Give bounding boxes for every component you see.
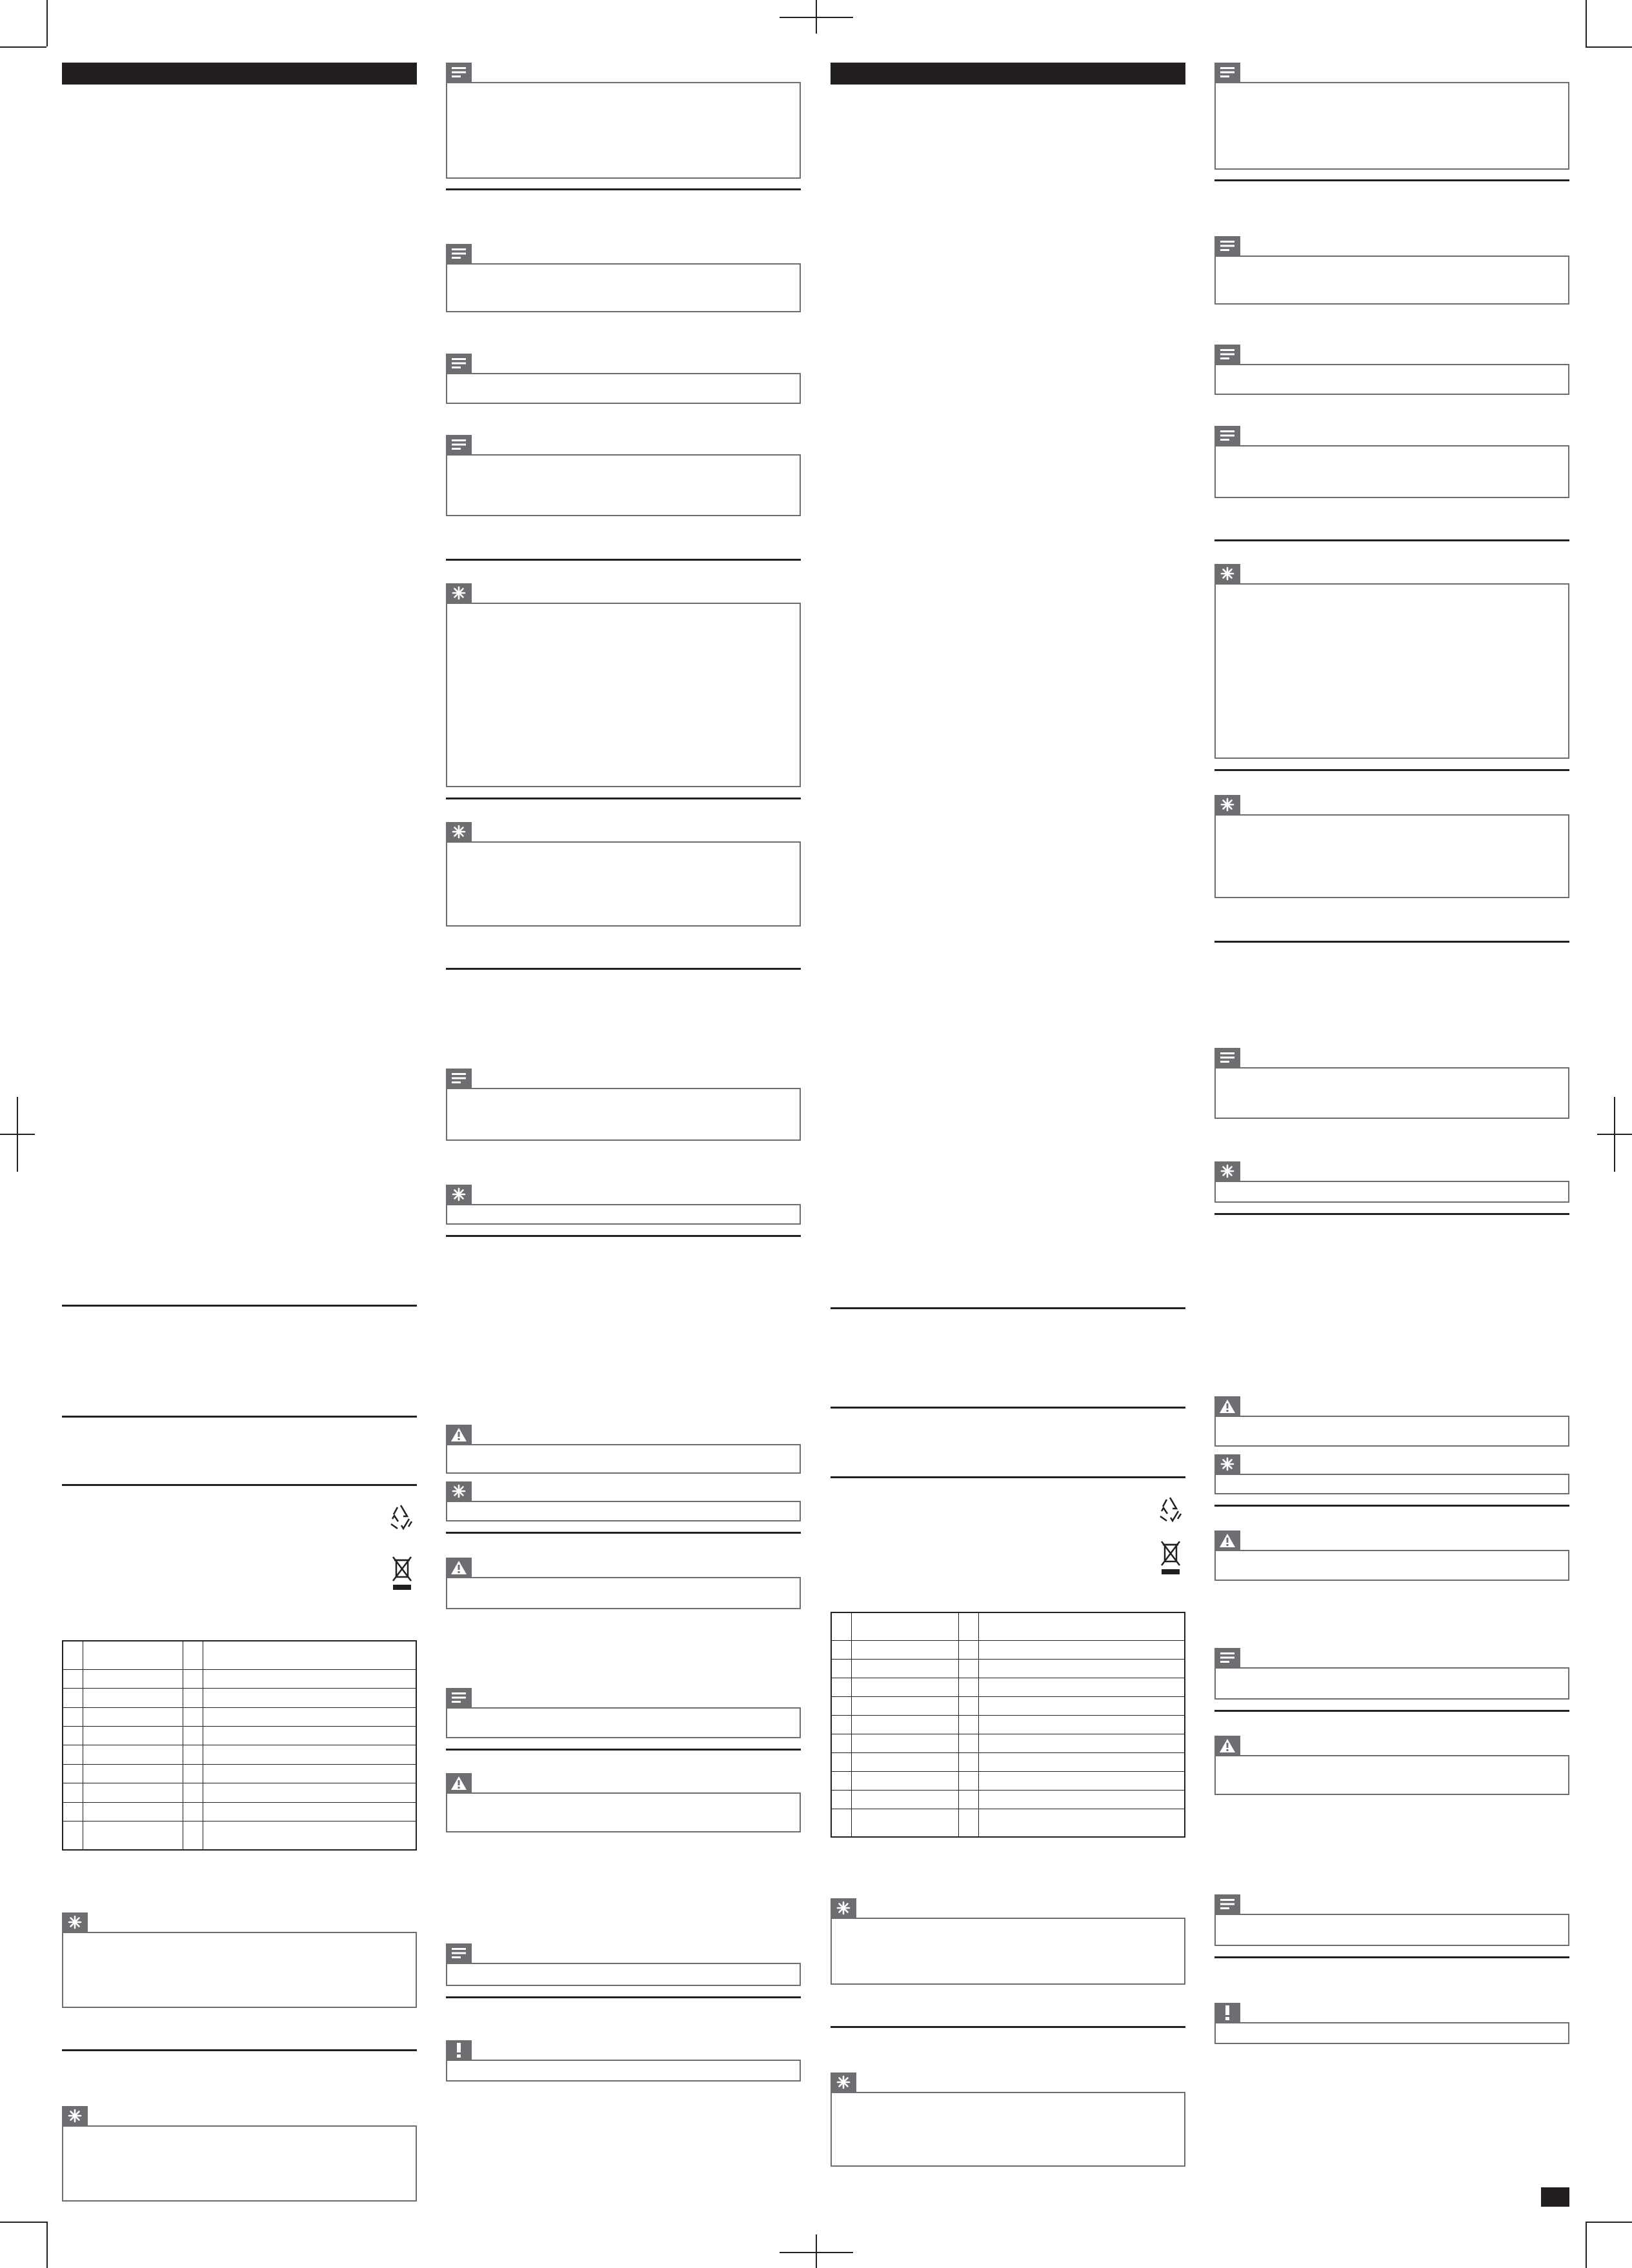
note-box (446, 1088, 801, 1141)
tip-box (1214, 1474, 1569, 1494)
table-cell (958, 1716, 978, 1734)
caution-exclamation-icon (446, 2040, 472, 2060)
tip-asterisk-icon (446, 583, 472, 603)
table-cell (851, 1734, 958, 1753)
tip-box (62, 1932, 417, 2008)
recycle-icon (1155, 1494, 1185, 1524)
table-cell (183, 1764, 203, 1783)
section-divider (1214, 179, 1569, 181)
note-lines-icon (1214, 1048, 1240, 1067)
table-cell (851, 1678, 958, 1697)
note-box (446, 263, 801, 312)
table-row (63, 1669, 416, 1688)
tip-box (446, 1501, 801, 1521)
table-row (831, 1660, 1185, 1678)
table-row (831, 1697, 1185, 1716)
table-cell (958, 1772, 978, 1791)
recycle-icon (386, 1502, 416, 1532)
table-cell (978, 1791, 1185, 1809)
note-lines-icon (446, 63, 472, 82)
registration-mark (780, 2252, 853, 2253)
section-divider (446, 188, 801, 190)
table-cell (958, 1660, 978, 1678)
table-cell (203, 1802, 416, 1821)
warning-triangle-icon (1214, 1530, 1240, 1550)
tip-asterisk-icon (1214, 1454, 1240, 1474)
warning-box (446, 1792, 801, 1832)
table-row (63, 1745, 416, 1764)
table-cell (83, 1689, 183, 1707)
section-divider (1214, 941, 1569, 943)
note-lines-icon (446, 1943, 472, 1963)
section-divider (62, 1305, 417, 1307)
section-divider (62, 1484, 417, 1486)
tip-asterisk-icon (831, 1898, 856, 1918)
table-row (63, 1707, 416, 1726)
note-lines-icon (1214, 426, 1240, 445)
table-cell (183, 1821, 203, 1850)
table-cell (83, 1641, 183, 1669)
table-cell (958, 1678, 978, 1697)
table-cell (203, 1745, 416, 1764)
table-cell (978, 1697, 1185, 1716)
tip-asterisk-icon (831, 2072, 856, 2092)
warning-box (446, 1577, 801, 1609)
note-lines-icon (446, 244, 472, 263)
warning-box (1214, 1755, 1569, 1795)
table-cell (203, 1641, 416, 1669)
table-cell (63, 1783, 83, 1802)
section-divider (1214, 539, 1569, 541)
tip-asterisk-icon (446, 1185, 472, 1204)
crossed-out-bin-icon (1160, 1540, 1182, 1576)
section-divider (1214, 1956, 1569, 1958)
table-cell (978, 1809, 1185, 1838)
table-row (831, 1772, 1185, 1791)
section-divider (831, 1407, 1185, 1409)
table-row (831, 1734, 1185, 1753)
warning-box (446, 1444, 801, 1474)
section-header-bar (62, 63, 417, 85)
table-cell (203, 1707, 416, 1726)
crop-mark (46, 2222, 48, 2268)
crop-mark (1586, 46, 1632, 48)
note-box (1214, 445, 1569, 498)
table-cell (978, 1678, 1185, 1697)
table-cell (958, 1612, 978, 1641)
tip-box (831, 1918, 1185, 1985)
tip-asterisk-icon (1214, 795, 1240, 814)
section-divider (446, 1749, 801, 1751)
note-lines-icon (1214, 1648, 1240, 1667)
section-divider (831, 1476, 1185, 1478)
note-lines-icon (446, 354, 472, 373)
table-cell (978, 1641, 1185, 1660)
note-box (446, 82, 801, 179)
table-cell (83, 1764, 183, 1783)
table-cell (183, 1783, 203, 1802)
table-row (63, 1727, 416, 1745)
section-divider (831, 2026, 1185, 2028)
table-row (63, 1641, 416, 1669)
note-lines-icon (446, 435, 472, 454)
note-lines-icon (1214, 345, 1240, 364)
table-cell (183, 1669, 203, 1688)
section-divider (1214, 1710, 1569, 1712)
note-box (1214, 256, 1569, 305)
section-divider (446, 559, 801, 561)
table-cell (851, 1753, 958, 1772)
table-cell (63, 1641, 83, 1669)
table-cell (851, 1716, 958, 1734)
crop-mark (0, 46, 46, 48)
tip-box (831, 2092, 1185, 2167)
table-cell (831, 1753, 851, 1772)
table-cell (63, 1727, 83, 1745)
warning-box (1214, 1416, 1569, 1447)
tip-asterisk-icon (1214, 1161, 1240, 1181)
note-lines-icon (1214, 1894, 1240, 1914)
crop-mark (0, 2222, 46, 2223)
warning-triangle-icon (1214, 1736, 1240, 1755)
note-lines-icon (1214, 63, 1240, 82)
section-header-bar (831, 63, 1185, 85)
section-divider (62, 2049, 417, 2051)
section-divider (446, 1235, 801, 1237)
caution-exclamation-icon (1214, 2003, 1240, 2022)
table-cell (63, 1669, 83, 1688)
note-box (446, 1963, 801, 1986)
table-cell (63, 1707, 83, 1726)
table-cell (63, 1802, 83, 1821)
table-cell (203, 1821, 416, 1850)
warning-box (1214, 1550, 1569, 1581)
registration-mark (816, 2234, 817, 2268)
tip-box (446, 841, 801, 927)
table-cell (851, 1809, 958, 1838)
table-cell (851, 1772, 958, 1791)
table-cell (63, 1821, 83, 1850)
table-row (63, 1821, 416, 1850)
table-cell (958, 1791, 978, 1809)
table-cell (83, 1745, 183, 1764)
table-cell (831, 1678, 851, 1697)
table-row (831, 1716, 1185, 1734)
tip-box (446, 1204, 801, 1225)
table-cell (183, 1689, 203, 1707)
crossed-out-bin-icon (391, 1555, 413, 1591)
table-cell (183, 1802, 203, 1821)
table-cell (958, 1697, 978, 1716)
table-cell (978, 1753, 1185, 1772)
table-row (63, 1764, 416, 1783)
table-cell (831, 1791, 851, 1809)
table-cell (63, 1745, 83, 1764)
crop-mark (1586, 0, 1587, 46)
note-box (1214, 1914, 1569, 1946)
table-row (831, 1678, 1185, 1697)
tip-asterisk-icon (62, 2106, 88, 2125)
page-number (1541, 2187, 1569, 2207)
table-cell (958, 1753, 978, 1772)
table-cell (831, 1809, 851, 1838)
tip-box (1214, 814, 1569, 898)
crop-mark (46, 0, 48, 46)
table-cell (831, 1612, 851, 1641)
crop-mark (1586, 2222, 1632, 2223)
table-cell (83, 1707, 183, 1726)
table-cell (958, 1734, 978, 1753)
table-cell (203, 1689, 416, 1707)
table-cell (831, 1734, 851, 1753)
note-box (446, 1707, 801, 1738)
crop-mark (1586, 2222, 1587, 2268)
registration-mark (0, 1134, 35, 1135)
section-divider (1214, 1505, 1569, 1507)
table-cell (851, 1641, 958, 1660)
tip-box (446, 603, 801, 787)
table-cell (831, 1716, 851, 1734)
tip-asterisk-icon (446, 822, 472, 841)
note-box (1214, 82, 1569, 170)
tip-box (1214, 1181, 1569, 1203)
section-divider (446, 1532, 801, 1534)
table-cell (978, 1660, 1185, 1678)
table-row (63, 1802, 416, 1821)
warning-triangle-icon (446, 1773, 472, 1792)
tip-asterisk-icon (446, 1481, 472, 1501)
table-row (63, 1689, 416, 1707)
spec-table (62, 1640, 417, 1851)
table-cell (83, 1821, 183, 1850)
note-lines-icon (446, 1069, 472, 1088)
section-divider (831, 1307, 1185, 1309)
table-cell (83, 1802, 183, 1821)
table-cell (958, 1809, 978, 1838)
table-cell (978, 1716, 1185, 1734)
note-box (1214, 364, 1569, 395)
tip-asterisk-icon (1214, 564, 1240, 583)
tip-asterisk-icon (62, 1912, 88, 1932)
table-cell (851, 1791, 958, 1809)
table-cell (203, 1783, 416, 1802)
note-lines-icon (1214, 236, 1240, 256)
table-cell (978, 1734, 1185, 1753)
table-cell (83, 1669, 183, 1688)
table-row (63, 1783, 416, 1802)
warning-triangle-icon (446, 1425, 472, 1444)
note-lines-icon (446, 1688, 472, 1707)
tip-box (1214, 583, 1569, 759)
table-cell (203, 1669, 416, 1688)
note-box (446, 454, 801, 516)
spec-table (831, 1612, 1185, 1838)
table-cell (183, 1727, 203, 1745)
section-divider (1214, 1213, 1569, 1215)
table-cell (63, 1764, 83, 1783)
table-cell (831, 1641, 851, 1660)
table-cell (851, 1612, 958, 1641)
table-row (831, 1641, 1185, 1660)
tip-box (62, 2125, 417, 2202)
table-row (831, 1809, 1185, 1838)
table-cell (63, 1689, 83, 1707)
table-cell (831, 1772, 851, 1791)
section-divider (446, 1996, 801, 1998)
table-row (831, 1753, 1185, 1772)
caution-box (446, 2060, 801, 2082)
table-cell (183, 1707, 203, 1726)
table-cell (958, 1641, 978, 1660)
caution-box (1214, 2022, 1569, 2044)
table-cell (978, 1772, 1185, 1791)
registration-mark (1597, 1134, 1632, 1135)
table-cell (183, 1745, 203, 1764)
table-cell (83, 1727, 183, 1745)
registration-mark (780, 17, 853, 18)
table-cell (831, 1697, 851, 1716)
note-box (1214, 1667, 1569, 1700)
section-divider (1214, 769, 1569, 771)
note-box (446, 373, 801, 404)
table-cell (203, 1727, 416, 1745)
warning-triangle-icon (446, 1558, 472, 1577)
table-cell (851, 1697, 958, 1716)
section-divider (62, 1416, 417, 1418)
section-divider (446, 968, 801, 970)
table-row (831, 1791, 1185, 1809)
warning-triangle-icon (1214, 1396, 1240, 1416)
table-cell (851, 1660, 958, 1678)
section-divider (446, 798, 801, 799)
table-cell (183, 1641, 203, 1669)
table-row (831, 1612, 1185, 1641)
note-box (1214, 1067, 1569, 1119)
table-cell (831, 1660, 851, 1678)
table-cell (83, 1783, 183, 1802)
table-cell (978, 1612, 1185, 1641)
table-cell (203, 1764, 416, 1783)
